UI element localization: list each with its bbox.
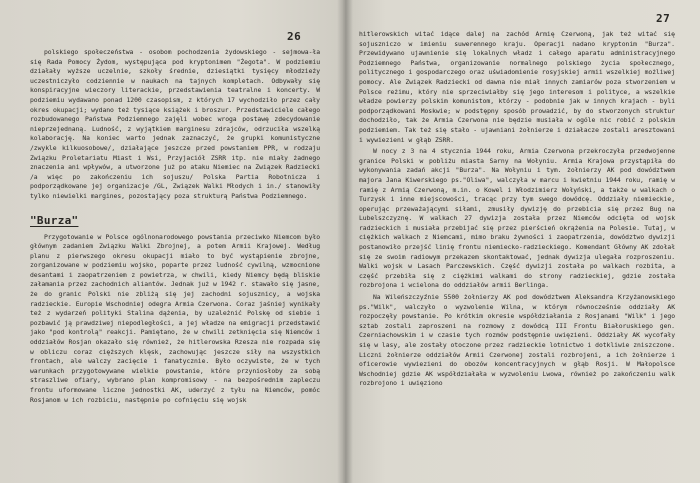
left-page <box>0 0 343 483</box>
right-paragraph-1: hitlerowskich witać idące dalej na zachód Armię Czerwoną, jak też witać się sojuszniczo w imieniu suwerennego kraju. Operacji nadano kryptonim "Burza". Przewidywano ujawnienie się lokalnych władz i całego aparatu administracyjnego Podziemnego Państwa, organizowanie normalnego polskiego życia społecznego, politycznego i gospodarczego oraz uświadomienie rosyjskiej armii wszelkiej możliwej pomocy. Ale Związek Radziecki od dawna nie miał innych zamiarów poza stworzeniem w Polsce reżimu, który nie sprzeciwiałby się jego interesom i polityce, a wszelkie władze powierzy polskim komunistom, którzy - podobnie jak w innych krajach - byli podporządkowani Moskwie; w podstępny sposób prowadzić, by do stworzonych struktur dochodziło, tak że Armia Czerwona nie będzie musiała w ogóle nic robić z polskim podziemiem. Tak też się stało - ujawniani żołnierze i działacze zostali aresztowani i wywiezieni w głąb ZSRR. <box>359 30 675 144</box>
page-number-right: 27 <box>656 12 671 25</box>
section-heading-burza: "Burza" <box>30 213 79 227</box>
page-number-left: 26 <box>287 30 302 43</box>
right-paragraph-3: Na Wileńszczyźnie 5500 żołnierzy AK pod dowództwem Aleksandra Krzyżanowskiego ps."Wilk", walczyło o wyzwolenie Wilna, w którym równocześnie oddziały AK rozpoczęły powstanie. Po krótkim okresie współdziałania z Rosjanami "Wilk" i jego sztab zostali zaproszeni na rozmowy z dowódcą III Frontu Białoruskiego gen. Czerniachowskim i w czasie tych rozmów podstępnie uwięzieni. Oddziały AK wycofały się w lasy, ale zostały otoczone przez radzieckie lotnictwo i dotkliwie zniszczone. Liczni żołnierze oddziałów Armii Czerwonej zostali rozbrojeni, a ich żołnierze i oficerowie wywiezieni do obozów koncentracyjnych w głąb Rosji. W Małopolsce Wschodniej gdzie AK współdziałała w wyzwoleniu Lwowa, również po zakończeniu walk rozbrojono i uwięziono <box>359 293 675 388</box>
book-gutter-shadow <box>337 0 353 483</box>
left-paragraph-2: Przygotowanie w Polsce ogólnonarodowego powstania przeciwko Niemcom było głównym zadaniem Związku Walki Zbrojnej, a potem Armii Krajowej. Według planu z pierwszego okresu okupacji miało to być wystąpienie zbrojne, zorganizowane w podziemiu wojsko, poparte przez ludność cywilną, wzmocnione desantami i zaopatrzeniem z powietrza, w chwili, kiedy Niemcy będą bliskie załamania przez zachodnich aliantów. Jednak już w 1942 r. stawało się jasne, że do granic Polski nie zbliżą się jej zachodni sojusznicy, a wojska radzieckie. Europie Wschodniej odegra Armia Czerwona. Coraz jaśniej wynikały też z wydarzeń polityki Stalina dążenia, by uzależnić Polskę od siebie i pozbawić ją prawdziwej niepodległości, a jej władze na emigracji przedstawić jako "pod kontrolą" reakcji. Pamiętano, że w chwili zetknięcia się Niemców i oddziałów Rosjan okazało się również, że hitlerowska Rzesza nie rozpada się w obliczu coraz cięższych klęsk, zachowując jeszcze siły na wszystkich frontach, ale walczy zacięcie i fanatycznie. Było oczywiste, że w tych warunkach przygotowywane wielkie powstanie, które przyniosłoby za sobą straszliwe ofiary, wybrano plan kompromisowy - na bezpośrednim zapleczu frontu uformowane liczne jednostki AK, uderzyć z tyłu na Niemców, pomóc Rosjanom w ich rozbiciu, następnie po cofnięciu się wojsk <box>30 232 320 404</box>
left-paragraph-1: polskiego społeczeństwa - osobom pochodzenia żydowskiego - sejmowa-ła się Rada Pomocy Żydom, występująca pod kryptonimem "Żegota". W podziemiu działały wyższe uczelnie, szkoły średnie, dziesiątki tysięcy młodzieży uczestniczyło codziennie w naukach na tajnych kompletach. Odbywały się konspiracyjne wieczory literackie, przedstawienia teatralne i koncerty. W podziemiu wydawano ponad 1200 czasopism, z których 17 wychodziło przez cały okres okupacji; wydano też tysiące książek i broszur. Przedstawiciele całego rozbudowanego Państwa Podziemnego zajęli wobec wroga postawę zdecydowanie nieprzejednaną. Ludność, z wyjątkiem marginesu zdrajców, odrzuciła wszelką kolaborację. Na koniec warto jednak zaznaczyć, że grupki komunistyczne /zwykle kilkuosobowe/, działające jeszcze przed powstaniem PPR, w rodzaju Związku Proletariatu Miast i Wsi, Przyjaciół ZSRR itp. nie miały żadnego znaczenia ani wpływów, a utworzone już po ataku Niemiec na Związek Radziecki /a więc po zakończeniu ich sojuszu/ Polska Partia Robotnicza i podporządkowane jej organizacje /GL, Związek Walki Młodych i in./ stanowiły tylko niewielki margines, pozostający poza strukturą Państwa Podziemnego. <box>30 48 320 200</box>
right-page <box>343 0 700 483</box>
right-paragraph-2: W nocy z 3 na 4 stycznia 1944 roku, Armia Czerwona przekroczyła przedwojenne granice Polski w pobliżu miasta Sarny na Wołyniu. Armia Krajowa przystąpiła do wykonywania zadań akcji "Burza". Na Wołyniu i tym. żołnierzy AK pod dowództwem majora Jana Kiwerskiego ps."Oliwa", walczyła w marcu i kwietniu 1944 roku, ramię w ramię z Armią Czerwoną, m.in. o Kowel i Włodzimierz Wołyński, a także w walkach o Turzysk i inne miejscowości, tracąc przy tym swego dowódcę. Oddziały niemieckie, operując przeważającymi siłami, zmusiły dywizję do przebicia się przez Bug na Lubelszczyznę. W walkach 27 dywizja została przez Niemców odcięta od wojsk radzieckich i musiała przebijać się przez pierścień okrążenia na Polesie. Tutaj, w ciężkich walkach z Niemcami, mimo braku żywności i zaopatrzenia, dowództwo dywizji postanowiło przejść linię frontu niemiecko-radzieckiego. Komendant Główny AK zdołał się ze swoim radiowym przekazem skontaktować, jednak dywizja ulegała rozproszeniu. Walki wojsk w Lasach Parczewskich. Część dywizji została po walkach rozbita, a część przebiła się z ciężkimi walkami do strony radzieckiej, gdzie została rozbrojona i wcielona do oddziałów armii Berlinga. <box>359 147 675 290</box>
